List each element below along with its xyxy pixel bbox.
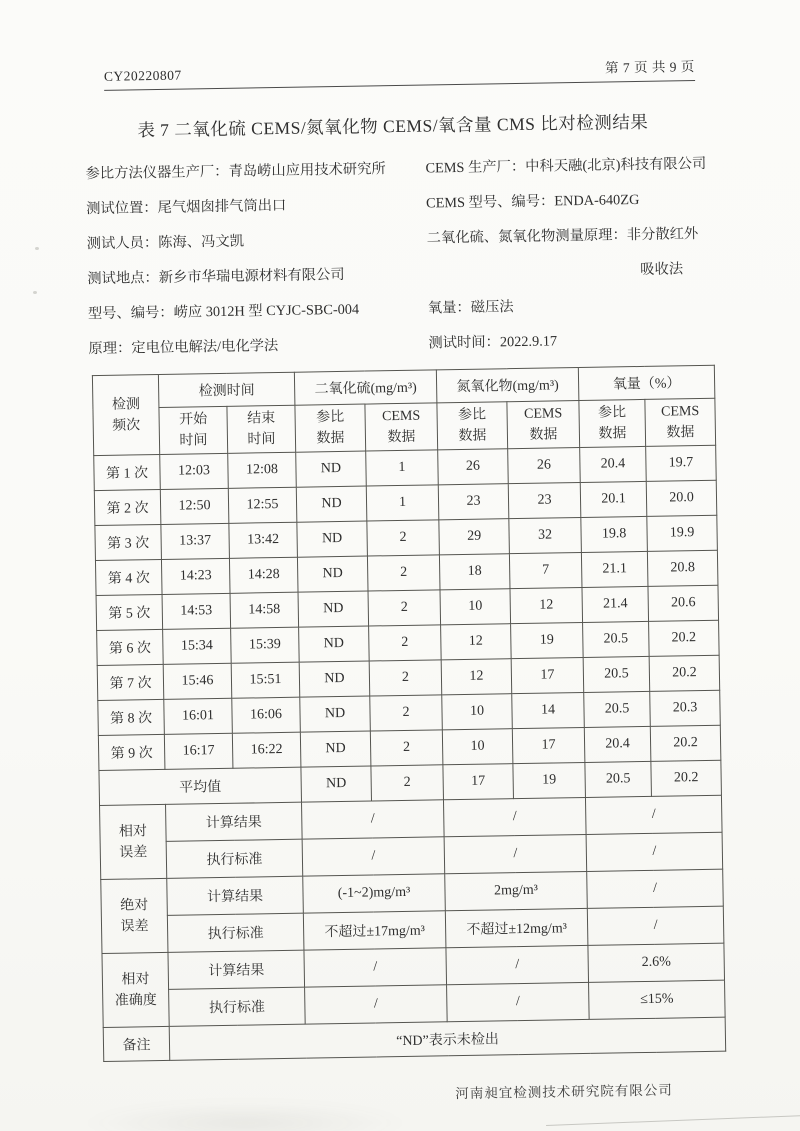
table-cell: 12:03 [160,453,229,489]
table-cell: 12:08 [228,452,297,488]
meta-line: CEMS 型号、编号：ENDA-640ZG [425,191,640,212]
table-title: 表 7 二氧化硫 CEMS/氮氧化物 CEMS/氧含量 CMS 比对检测结果 [137,111,649,141]
table-cell: / [302,800,445,839]
table-cell: 19 [511,622,584,658]
table-cell: 14:53 [162,593,231,629]
table-cell: ND [299,626,370,662]
meta-column-right [425,146,756,361]
table-cell: 2.6% [588,943,725,982]
table-cell: 20.5 [583,656,650,692]
table-cell: ND [300,696,371,732]
row-label: 执行标准 [169,987,306,1026]
meta-line: 测试人员：陈海、冯文凯 [86,233,245,253]
table-cell: / [586,832,723,871]
table-cell: 21.4 [582,586,649,622]
table-cell: 20.8 [647,550,718,586]
table-cell: 19.7 [646,445,717,481]
group-label: 绝对 误差 [101,878,168,953]
table-cell: / [585,795,722,834]
table-cell: 19.9 [647,515,718,551]
table-cell: 29 [439,519,510,555]
meta-block [85,146,756,367]
row-label: 执行标准 [166,839,303,878]
subheader-o2-ref: 参比 数据 [579,399,646,447]
row-label: 第 2 次 [94,489,161,525]
table-cell: 2 [371,765,444,801]
subheader-nox-cems: CEMS 数据 [507,401,580,449]
table-cell: 20.5 [584,691,651,727]
table-cell: 20.4 [580,446,647,482]
table-cell: 16:01 [164,698,233,734]
table-cell: 26 [438,449,509,485]
table-cell: 15:39 [231,627,300,663]
row-label: 第 6 次 [97,629,164,665]
table-cell: 14:28 [229,557,298,593]
table-cell: 17 [512,727,585,763]
row-label: 第 9 次 [98,734,165,770]
meta-line: 测试位置：尾气烟囱排气筒出口 [86,197,287,218]
scan-speck [33,291,37,294]
subheader-so2-cems: CEMS 数据 [365,403,438,451]
header-frequency: 检测 频次 [92,374,159,455]
table-cell: ND [301,766,372,802]
table-cell: / [443,797,586,836]
meta-line: 氧量：磁压法 [427,299,514,317]
table-cell: / [447,982,590,1021]
meta-line: 测试时间：2022.9.17 [428,333,558,352]
table-cell: 15:34 [163,628,232,664]
meta-line: 二氧化硫、氮氧化物测量原理：非分散红外 [426,226,699,247]
table-cell: 20.0 [646,480,717,516]
meta-line: 原理：定电位电解法/电化学法 [88,337,279,358]
doc-number: CY20220807 [103,67,182,84]
table-cell: 20.3 [650,690,721,726]
table-cell: 2 [370,695,443,731]
table-cell: ND [296,451,367,487]
table-cell: 12 [510,587,583,623]
table-cell: 不超过±17mg/m³ [303,911,446,950]
group-label: 相对 准确度 [102,952,169,1027]
row-label: 第 1 次 [94,454,161,490]
table-cell: 16:22 [232,732,301,768]
table-cell: 2 [369,625,442,661]
table-cell: / [446,945,589,984]
table-cell: 12:50 [160,488,229,524]
row-label: 计算结果 [167,876,304,915]
table-cell: 1 [366,450,439,486]
table-cell: 18 [439,554,510,590]
header-so2: 二氧化硫(mg/m³) [294,370,437,405]
meta-line: CEMS 生产厂：中科天融(北京)科技有限公司 [425,155,707,177]
row-label: 执行标准 [167,913,304,952]
group-label: 相对 误差 [100,804,167,879]
table-cell: 2 [369,660,442,696]
meta-line: 参比方法仪器生产厂：青岛崂山应用技术研究所 [85,161,386,183]
table-cell: 19 [513,762,586,798]
table-cell: 32 [509,517,582,553]
table-cell: 7 [509,552,582,588]
table-cell: 10 [442,694,513,730]
table-cell: ND [297,556,368,592]
table-cell: 23 [508,483,581,519]
table-cell: 20.5 [583,621,650,657]
table-cell: 20.6 [648,585,719,621]
table-cell: 20.4 [584,726,651,762]
table-cell: ND [300,731,371,767]
table-cell: ND [298,591,369,627]
row-label: 计算结果 [168,950,305,989]
table-cell: 12 [441,659,512,695]
results-table [92,365,726,1062]
table-cell: 20.2 [649,655,720,691]
table-cell: / [587,906,724,945]
subheader-end-time: 结束 时间 [227,405,296,453]
table-cell: (-1~2)mg/m³ [303,874,446,913]
table-cell: 16:06 [232,697,301,733]
page-header [104,55,695,91]
remark-label: 备注 [103,1026,170,1061]
table-cell: 2 [367,520,440,556]
table-cell: 2mg/m³ [445,871,588,910]
scan-speck [35,247,39,250]
table-cell: 13:42 [229,522,298,558]
table-cell: 20.2 [649,620,720,656]
table-cell: 21.1 [581,551,648,587]
table-cell: / [304,948,447,987]
scan-smudge-artifact [80,1101,410,1131]
page-number: 第 7 页 共 9 页 [604,59,695,76]
company-footer: 河南昶宜检测技术研究院有限公司 [455,1082,673,1102]
table-cell: 17 [511,657,584,693]
table-cell: 14:23 [161,558,230,594]
table-cell: 20.5 [585,761,652,797]
table-cell: 12 [441,624,512,660]
row-label: 第 5 次 [96,594,163,630]
table-cell: 20.2 [651,760,722,796]
table-cell: 1 [366,485,439,521]
table-cell: 14:58 [230,592,299,628]
table-cell: 12:55 [228,487,297,523]
table-cell: 2 [368,590,441,626]
row-label: 第 3 次 [95,524,162,560]
table-cell: 17 [443,764,514,800]
meta-line: 吸收法 [640,261,684,278]
subheader-nox-ref: 参比 数据 [437,402,508,450]
table-cell: 2 [367,555,440,591]
table-cell: 15:46 [163,663,232,699]
table-cell: ND [297,521,368,557]
table-cell: 26 [508,448,581,484]
table-cell: ND [296,486,367,522]
table-cell: 20.2 [650,725,721,761]
row-label: 第 4 次 [95,559,162,595]
row-label: 第 7 次 [97,664,164,700]
table-cell: 不超过±12mg/m³ [445,908,588,947]
table-cell: 20.1 [580,481,647,517]
table-cell: 15:51 [231,662,300,698]
table-cell: 13:37 [161,523,230,559]
table-cell: / [444,834,587,873]
row-label: 计算结果 [166,802,303,841]
table-cell: 19.8 [581,516,648,552]
table-cell: 10 [442,729,513,765]
header-o2: 氧量（%） [578,365,715,400]
subheader-so2-ref: 参比 数据 [295,404,366,452]
meta-line: 型号、编号：崂应 3012H 型 CYJC-SBC-004 [87,301,360,323]
table-cell: / [302,837,445,876]
table-cell: / [305,985,448,1024]
table-cell: 2 [370,730,443,766]
table-cell: / [587,869,724,908]
meta-line: 测试地点：新乡市华瑞电源材料有限公司 [87,266,345,288]
table-cell: 16:17 [164,733,233,769]
average-label: 平均值 [99,767,302,805]
table-cell: ≤15% [589,980,726,1019]
row-label: 第 8 次 [98,699,165,735]
table-cell: 10 [440,589,511,625]
header-time: 检测时间 [158,372,295,407]
header-nox: 氮氧化物(mg/m³) [436,368,579,403]
remark-value: “ND”表示未检出 [169,1017,726,1060]
meta-column-left [85,152,428,368]
table-cell: 23 [438,484,509,520]
table-cell: ND [299,661,370,697]
table-cell: 14 [512,692,585,728]
subheader-o2-cems: CEMS 数据 [645,398,716,446]
subheader-start-time: 开始 时间 [159,406,228,454]
